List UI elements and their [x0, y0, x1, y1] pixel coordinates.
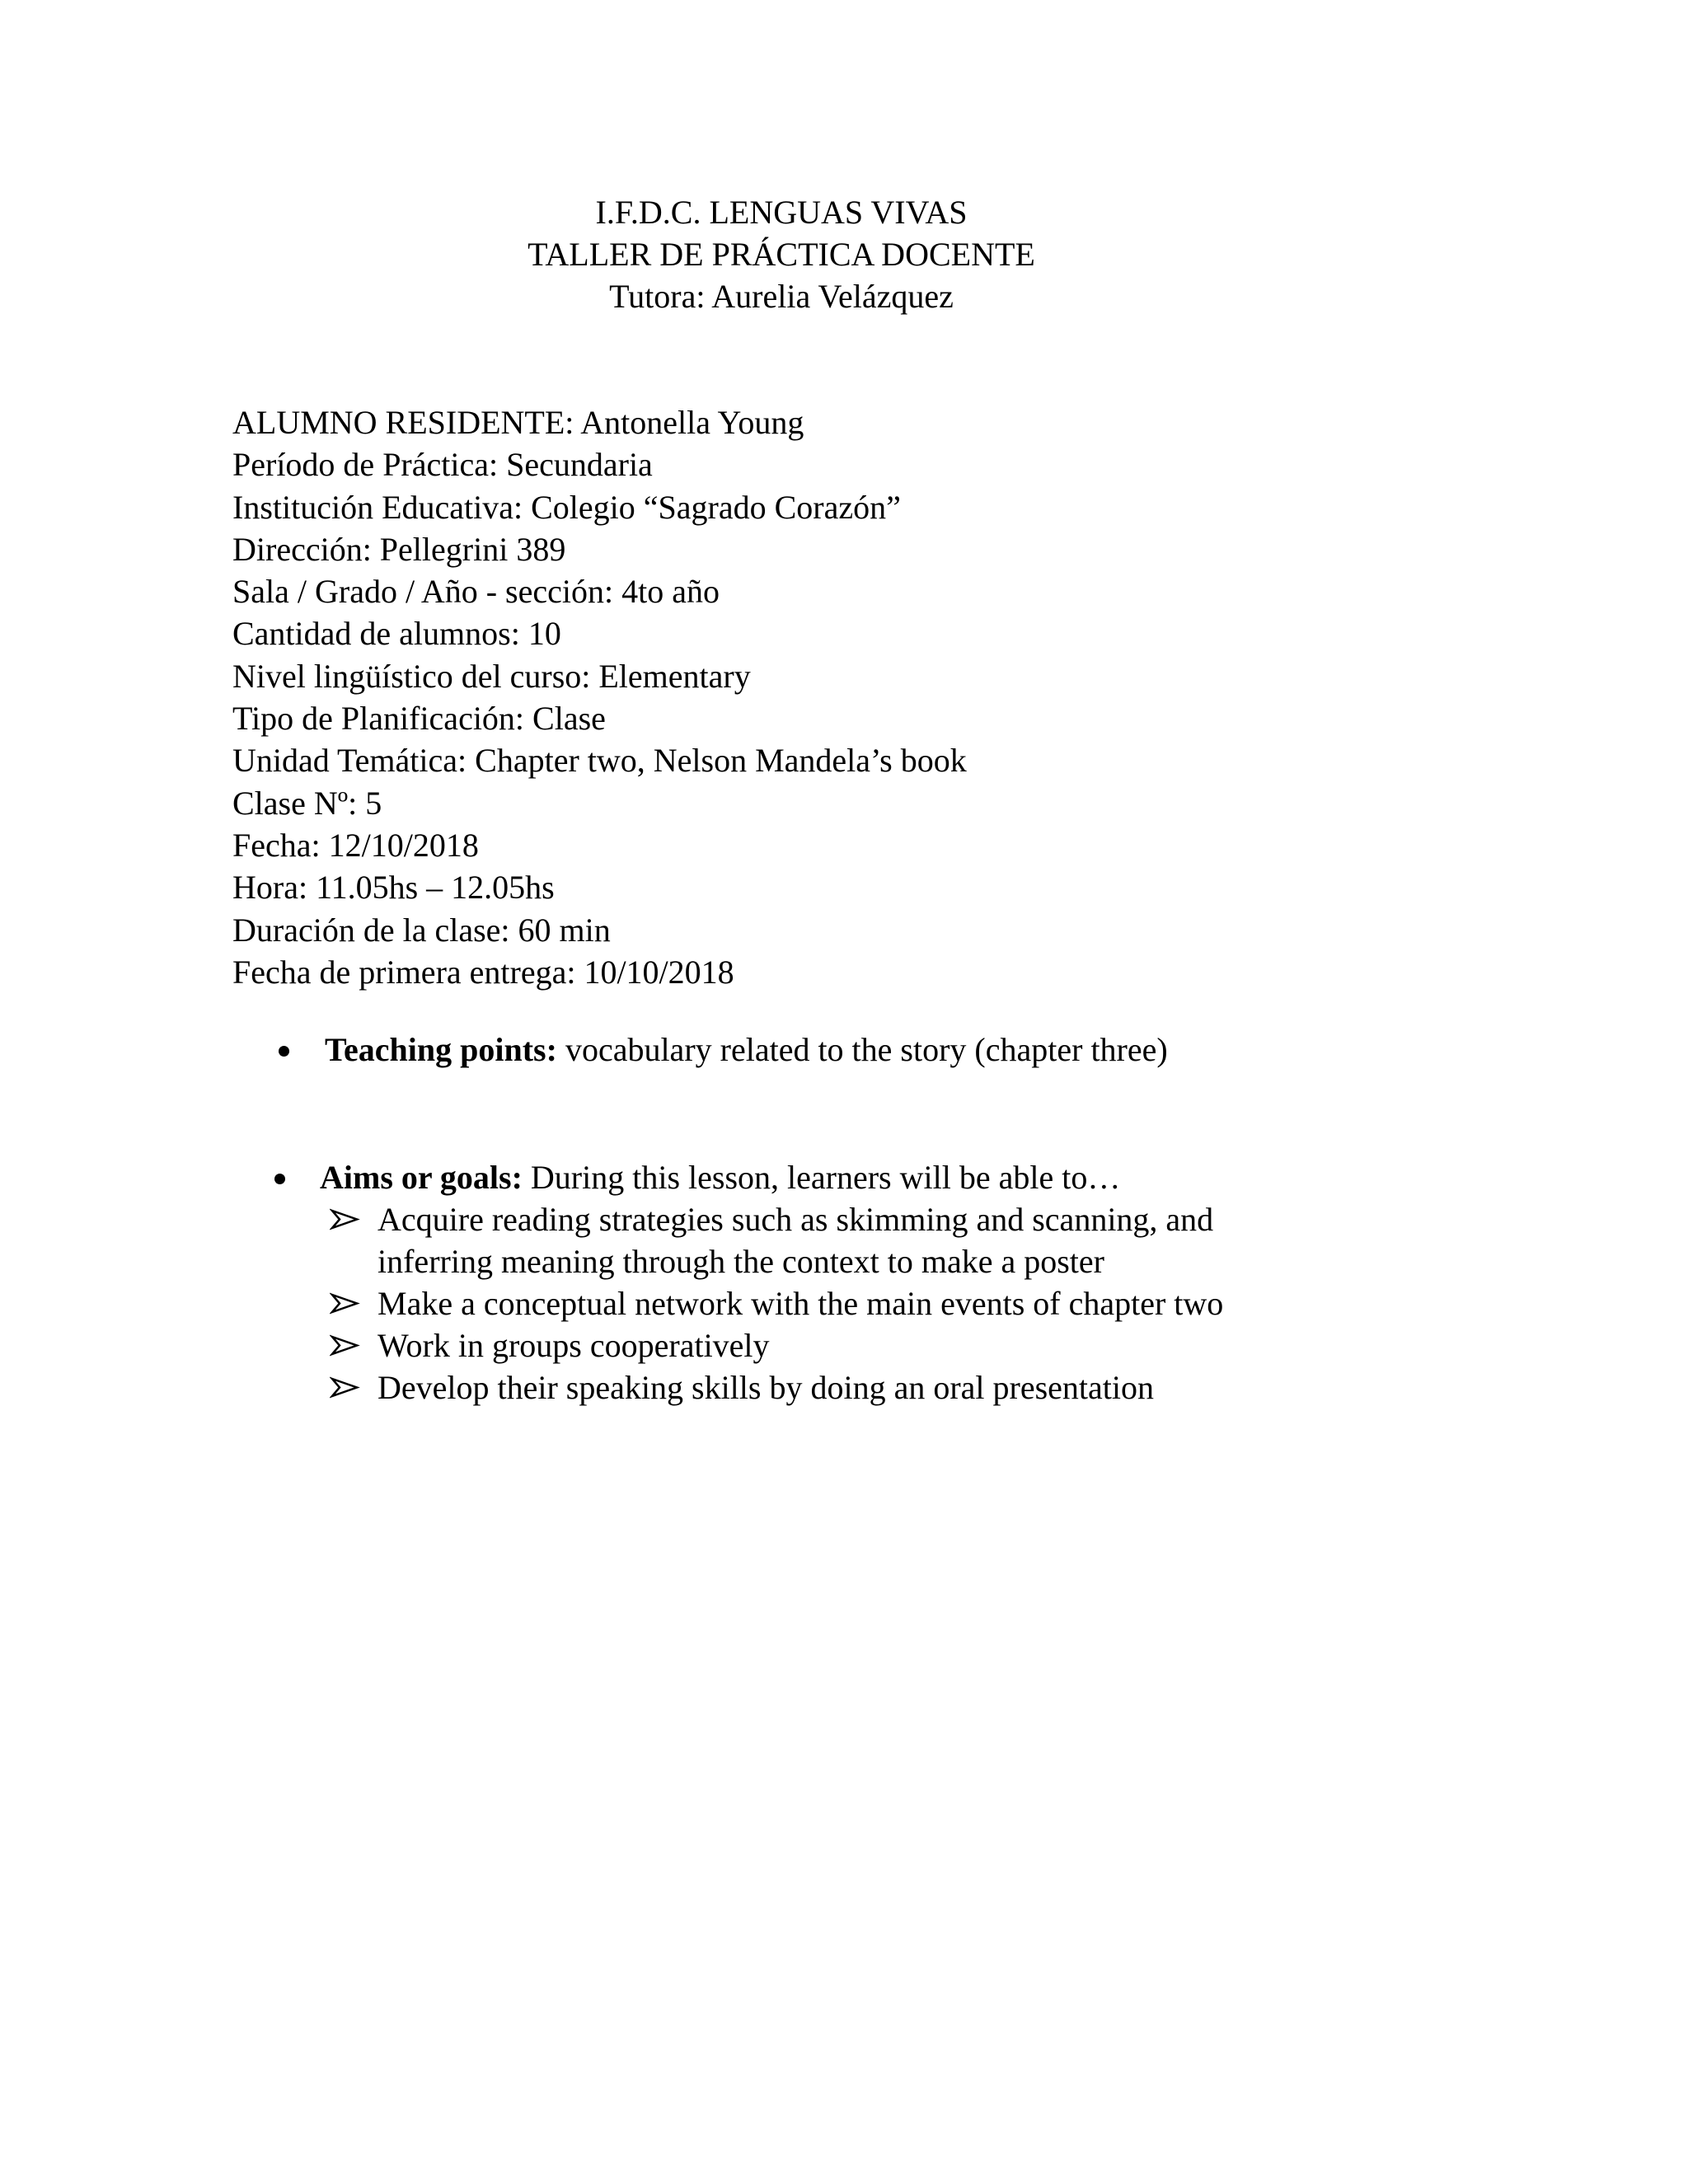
arrowhead-bullet-icon — [330, 1324, 363, 1366]
info-student: ALUMNO RESIDENTE: Antonella Young — [232, 404, 804, 441]
arrowhead-bullet-icon — [330, 1198, 363, 1240]
bullet-icon — [279, 1046, 289, 1057]
workshop-title: TALLER DE PRÁCTICA DOCENTE — [528, 236, 1035, 273]
aims-text: During this lesson, learners will be able to… — [522, 1159, 1121, 1196]
info-class-number: Clase Nº: 5 — [232, 784, 382, 822]
aims-list — [330, 1198, 1223, 1408]
info-student-count: Cantidad de alumnos: 10 — [232, 615, 561, 653]
bullet-icon — [274, 1174, 285, 1184]
aim-item — [330, 1282, 1223, 1324]
student-info — [232, 401, 967, 993]
arrowhead-bullet-icon — [330, 1282, 363, 1324]
aim-item — [330, 1366, 1223, 1408]
info-first-delivery: Fecha de primera entrega: 10/10/2018 — [232, 953, 734, 991]
tutor-line: Tutora: Aurelia Velázquez — [609, 278, 954, 315]
aims-label: Aims or goals: — [320, 1159, 523, 1196]
aim-item-continued — [330, 1240, 1223, 1282]
info-date: Fecha: 12/10/2018 — [232, 826, 479, 864]
aim-item — [330, 1198, 1223, 1240]
aim-text: inferring meaning through the context to make a poster — [377, 1243, 1104, 1280]
aim-item — [330, 1324, 1223, 1366]
document-header — [0, 191, 1563, 317]
info-duration: Duración de la clase: 60 min — [232, 911, 611, 949]
info-period: Período de Práctica: Secundaria — [232, 446, 653, 484]
info-institution: Institución Educativa: Colegio “Sagrado Corazón” — [232, 488, 901, 526]
info-address: Dirección: Pellegrini 389 — [232, 530, 566, 568]
info-plan-type: Tipo de Planificación: Clase — [232, 700, 606, 738]
teaching-points-text: vocabulary related to the story (chapter three) — [556, 1031, 1168, 1068]
arrowhead-bullet-icon — [330, 1366, 363, 1408]
info-grade: Sala / Grado / Año - sección: 4to año — [232, 573, 720, 611]
teaching-points-label: Teaching points: — [325, 1031, 557, 1068]
institution-title: I.F.D.C. LENGUAS VIVAS — [595, 194, 968, 231]
info-language-level: Nivel lingüístico del curso: Elementary — [232, 657, 751, 695]
aim-text: Acquire reading strategies such as skimming and scanning, and — [377, 1201, 1214, 1238]
info-unit: Unidad Temática: Chapter two, Nelson Mandela’s book — [232, 742, 967, 780]
info-time: Hora: 11.05hs – 12.05hs — [232, 869, 555, 907]
aim-text: Make a conceptual network with the main events of chapter two — [377, 1285, 1224, 1322]
aim-text: Develop their speaking skills by doing an oral presentation — [377, 1369, 1155, 1406]
aim-text: Work in groups cooperatively — [377, 1327, 770, 1364]
